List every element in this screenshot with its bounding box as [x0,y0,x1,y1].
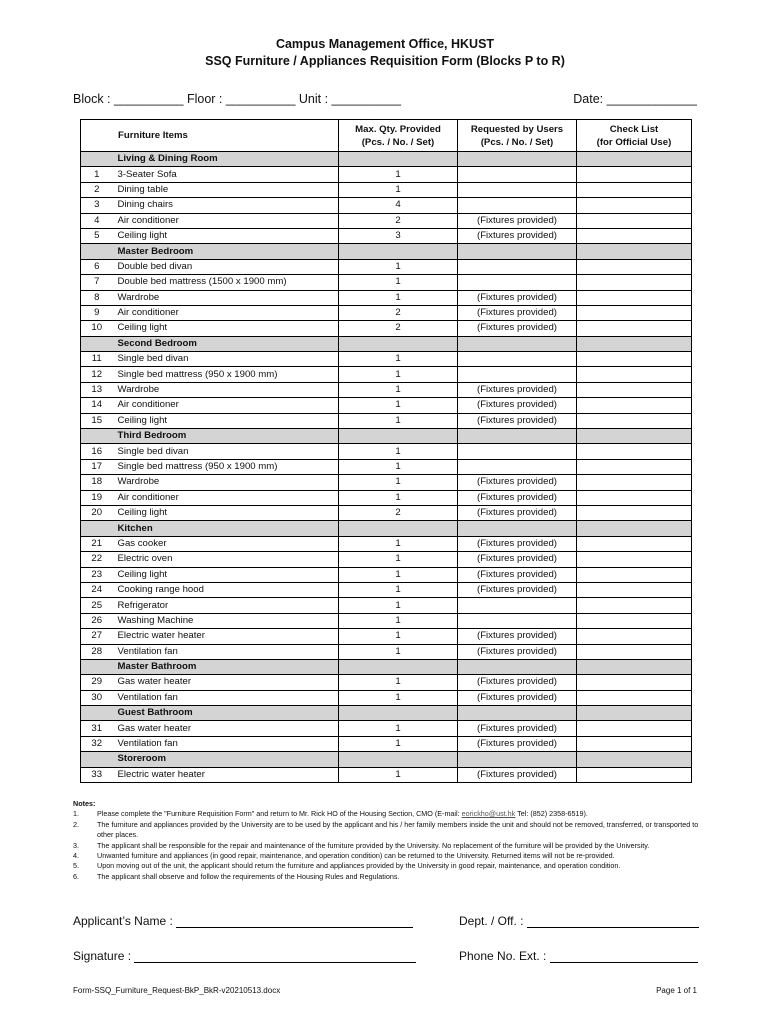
item-number: 4 [81,213,113,228]
section-cell [339,706,458,721]
form-title: SSQ Furniture / Appliances Requisition Form (Blocks P to R) [205,54,565,68]
item-name: Ceiling light [113,321,339,336]
check-list-cell[interactable] [577,505,692,520]
note-item [73,851,701,861]
check-list-cell[interactable] [577,644,692,659]
max-qty-cell: 1 [339,767,458,782]
table-row [81,321,692,336]
check-list-cell[interactable] [577,444,692,459]
table-row [81,352,692,367]
max-qty-cell: 1 [339,536,458,551]
table-row [81,567,692,582]
requested-cell[interactable]: (Fixtures provided) [458,552,577,567]
requested-cell[interactable] [458,198,577,213]
check-list-cell[interactable] [577,567,692,582]
check-list-cell[interactable] [577,352,692,367]
requested-cell[interactable]: (Fixtures provided) [458,228,577,243]
section-row [81,244,692,259]
note-item [73,841,701,851]
max-qty-cell: 2 [339,505,458,520]
item-name: Ceiling light [113,567,339,582]
section-spacer [81,244,113,259]
max-qty-cell: 2 [339,213,458,228]
table-header-row [81,120,692,152]
max-qty-cell: 1 [339,352,458,367]
section-cell [458,336,577,351]
item-number: 32 [81,736,113,751]
max-qty-cell: 1 [339,259,458,274]
item-name: Electric water heater [113,767,339,782]
item-name: Gas water heater [113,675,339,690]
requested-cell[interactable]: (Fixtures provided) [458,675,577,690]
item-name: Gas cooker [113,536,339,551]
note-item [73,861,701,871]
requested-cell[interactable] [458,167,577,182]
item-name: Refrigerator [113,598,339,613]
table-row [81,767,692,782]
applicant-name-field[interactable] [73,914,413,928]
requested-cell[interactable]: (Fixtures provided) [458,644,577,659]
section-spacer [81,429,113,444]
item-name: Double bed mattress (1500 x 1900 mm) [113,275,339,290]
check-list-cell[interactable] [577,167,692,182]
item-name: Dining chairs [113,198,339,213]
item-number: 2 [81,182,113,197]
table-row [81,305,692,320]
max-qty-cell: 1 [339,552,458,567]
check-list-cell[interactable] [577,490,692,505]
requested-cell[interactable]: (Fixtures provided) [458,321,577,336]
section-title: Master Bedroom [113,244,339,259]
section-row [81,336,692,351]
section-row [81,152,692,167]
applicant-name-label: Applicant’s Name : [73,914,173,928]
requested-cell[interactable]: (Fixtures provided) [458,475,577,490]
check-list-cell[interactable] [577,536,692,551]
requested-cell[interactable] [458,459,577,474]
table-row [81,721,692,736]
note-number: 2. [73,819,79,829]
item-name: Wardrobe [113,475,339,490]
block-floor-unit-fields[interactable]: Block : __________ Floor : __________ Unit : __________ [73,92,402,106]
item-name: Single bed mattress (950 x 1900 mm) [113,367,339,382]
note-item [73,872,701,882]
note-number: 5. [73,861,79,871]
max-qty-cell: 1 [339,629,458,644]
requested-cell[interactable]: (Fixtures provided) [458,567,577,582]
requested-cell[interactable] [458,367,577,382]
check-list-cell[interactable] [577,736,692,751]
item-name: Ceiling light [113,413,339,428]
check-list-cell[interactable] [577,552,692,567]
notes [73,799,701,882]
note-text: The applicant shall observe and follow the requirements of the Housing Rules and Regulations. [97,871,400,881]
item-number: 29 [81,675,113,690]
item-name: Wardrobe [113,290,339,305]
item-name: Air conditioner [113,398,339,413]
item-name: Air conditioner [113,305,339,320]
item-name: Dining table [113,182,339,197]
section-row [81,706,692,721]
check-list-cell[interactable] [577,275,692,290]
notes-list [73,820,701,882]
table-row [81,490,692,505]
max-qty-cell: 1 [339,736,458,751]
section-cell [577,521,692,536]
footer-doc-name: Form-SSQ_Furniture_Request-BkP_BkR-v20210513.docx [73,986,281,995]
section-cell [577,336,692,351]
section-title: Master Bathroom [113,659,339,674]
item-name: Single bed divan [113,444,339,459]
requested-cell[interactable]: (Fixtures provided) [458,305,577,320]
item-number: 9 [81,305,113,320]
col-header-items: Furniture Items [81,120,339,152]
requested-cell[interactable]: (Fixtures provided) [458,398,577,413]
item-name: Electric water heater [113,629,339,644]
item-number: 6 [81,259,113,274]
table-row [81,475,692,490]
dept-field[interactable] [459,914,699,928]
item-number: 30 [81,690,113,705]
table-row [81,690,692,705]
table-row [81,613,692,628]
table-row [81,644,692,659]
item-number: 23 [81,567,113,582]
section-cell [458,244,577,259]
item-number: 10 [81,321,113,336]
form-title-office: Campus Management Office, HKUST [275,37,495,51]
note-text: Upon moving out of the unit, the applicant should return the furniture and appliances provided by the University in good repair, maintenance, and operation condition. [97,861,621,871]
table-row [81,228,692,243]
footer-page-number: Page 1 of 1 [656,986,697,995]
check-list-cell[interactable] [577,675,692,690]
item-number: 19 [81,490,113,505]
table-row [81,675,692,690]
requested-cell[interactable] [458,182,577,197]
check-list-cell[interactable] [577,198,692,213]
col-header-requested: Requested by Users (Pcs. / No. / Set) [458,120,577,152]
section-spacer [81,152,113,167]
section-cell [577,659,692,674]
item-name: Double bed divan [113,259,339,274]
table-row [81,382,692,397]
section-cell [458,429,577,444]
max-qty-cell: 1 [339,598,458,613]
dept-label: Dept. / Off. : [459,914,524,928]
requested-cell[interactable]: (Fixtures provided) [458,690,577,705]
section-cell [339,336,458,351]
max-qty-cell: 1 [339,167,458,182]
section-cell [339,244,458,259]
max-qty-cell: 1 [339,613,458,628]
max-qty-cell: 1 [339,367,458,382]
check-list-cell[interactable] [577,598,692,613]
section-row [81,752,692,767]
table-row [81,629,692,644]
check-list-cell[interactable] [577,182,692,197]
section-cell [339,521,458,536]
item-number: 14 [81,398,113,413]
note-number: 1. [73,809,79,819]
requested-cell[interactable]: (Fixtures provided) [458,536,577,551]
section-cell [458,152,577,167]
requested-cell[interactable]: (Fixtures provided) [458,767,577,782]
check-list-cell[interactable] [577,305,692,320]
section-cell [458,659,577,674]
signature-field[interactable] [73,949,416,963]
phone-label: Phone No. Ext. : [459,949,547,963]
requested-cell[interactable]: (Fixtures provided) [458,582,577,597]
max-qty-cell: 1 [339,644,458,659]
section-cell [577,152,692,167]
check-list-cell[interactable] [577,459,692,474]
section-title: Guest Bathroom [113,706,339,721]
item-name: Single bed divan [113,352,339,367]
check-list-cell[interactable] [577,290,692,305]
requested-cell[interactable]: (Fixtures provided) [458,505,577,520]
check-list-cell[interactable] [577,721,692,736]
check-list-cell[interactable] [577,382,692,397]
table-row [81,598,692,613]
max-qty-cell: 1 [339,290,458,305]
section-cell [577,429,692,444]
table-row [81,398,692,413]
phone-field[interactable] [459,949,698,963]
max-qty-cell: 1 [339,690,458,705]
item-name: Gas water heater [113,721,339,736]
note-item [73,809,701,819]
item-number: 5 [81,228,113,243]
section-title: Kitchen [113,521,339,536]
requested-cell[interactable] [458,444,577,459]
item-number: 18 [81,475,113,490]
note-text: The applicant shall be responsible for the repair and maintenance of the furniture provided by the University. No replacement of the furniture will be provided by the University. [97,840,650,850]
requested-cell[interactable] [458,613,577,628]
applicant-name-input[interactable] [176,914,413,928]
max-qty-cell: 1 [339,444,458,459]
max-qty-cell: 1 [339,275,458,290]
section-title: Storeroom [113,752,339,767]
item-number: 33 [81,767,113,782]
item-number: 1 [81,167,113,182]
table-row [81,444,692,459]
check-list-cell[interactable] [577,629,692,644]
max-qty-cell: 1 [339,675,458,690]
max-qty-cell: 1 [339,721,458,736]
note-text: Please complete the "Furniture Requisition Form" and return to Mr. Rick HO of the Housing Section, CMO (E-mail: eorickho@ust.hk Tel: (852) 2358-6519). [97,809,588,819]
section-row [81,521,692,536]
dept-input[interactable] [527,914,699,928]
requested-cell[interactable] [458,275,577,290]
requested-cell[interactable] [458,259,577,274]
max-qty-cell: 4 [339,198,458,213]
note-number: 4. [73,851,79,861]
check-list-cell[interactable] [577,259,692,274]
signature-label: Signature : [73,949,132,963]
section-cell [339,429,458,444]
item-number: 25 [81,598,113,613]
section-title: Living & Dining Room [113,152,339,167]
table-row [81,367,692,382]
table-row [81,182,692,197]
requested-cell[interactable] [458,352,577,367]
section-cell [577,752,692,767]
table-row [81,413,692,428]
section-spacer [81,752,113,767]
signature-input[interactable] [134,949,416,963]
check-list-cell[interactable] [577,213,692,228]
check-list-cell[interactable] [577,321,692,336]
max-qty-cell: 1 [339,582,458,597]
note-item [73,820,701,841]
item-number: 8 [81,290,113,305]
check-list-cell[interactable] [577,228,692,243]
requested-cell[interactable]: (Fixtures provided) [458,382,577,397]
check-list-cell[interactable] [577,582,692,597]
max-qty-cell: 1 [339,182,458,197]
section-spacer [81,336,113,351]
phone-input[interactable] [550,949,698,963]
table-row [81,736,692,751]
check-list-cell[interactable] [577,475,692,490]
section-cell [458,752,577,767]
item-number: 31 [81,721,113,736]
section-title: Third Bedroom [113,429,339,444]
date-field[interactable]: Date: _____________ [573,92,697,106]
table-row [81,505,692,520]
max-qty-cell: 1 [339,490,458,505]
col-header-check-list: Check List (for Official Use) [577,120,692,152]
col-header-max-qty: Max. Qty. Provided (Pcs. / No. / Set) [339,120,458,152]
item-number: 15 [81,413,113,428]
table-row [81,259,692,274]
item-name: Wardrobe [113,382,339,397]
check-list-cell[interactable] [577,613,692,628]
item-number: 7 [81,275,113,290]
max-qty-cell: 1 [339,475,458,490]
section-row [81,429,692,444]
requested-cell[interactable]: (Fixtures provided) [458,413,577,428]
item-name: Cooking range hood [113,582,339,597]
item-number: 3 [81,198,113,213]
check-list-cell[interactable] [577,690,692,705]
item-name: Ventilation fan [113,690,339,705]
section-cell [577,706,692,721]
item-name: Air conditioner [113,490,339,505]
max-qty-cell: 1 [339,382,458,397]
max-qty-cell: 2 [339,305,458,320]
item-name: 3-Seater Sofa [113,167,339,182]
section-cell [339,659,458,674]
item-name: Single bed mattress (950 x 1900 mm) [113,459,339,474]
requested-cell[interactable]: (Fixtures provided) [458,721,577,736]
section-spacer [81,521,113,536]
check-list-cell[interactable] [577,367,692,382]
requested-cell[interactable] [458,598,577,613]
check-list-cell[interactable] [577,398,692,413]
notes-heading: Notes: [73,799,96,808]
note-number: 6. [73,871,79,881]
max-qty-cell: 2 [339,321,458,336]
section-spacer [81,659,113,674]
note-text: Unwanted furniture and appliances (in good repair, maintenance, and operation condition) can be returned to the University. Returned items will not be re-provided. [97,851,615,861]
section-cell [339,752,458,767]
section-cell [458,706,577,721]
item-number: 13 [81,382,113,397]
table-row [81,275,692,290]
furniture-table [80,119,692,783]
requested-cell[interactable]: (Fixtures provided) [458,290,577,305]
table-row [81,198,692,213]
item-number: 26 [81,613,113,628]
item-name: Washing Machine [113,613,339,628]
section-cell [577,244,692,259]
note-number: 3. [73,840,79,850]
item-number: 22 [81,552,113,567]
section-spacer [81,706,113,721]
check-list-cell[interactable] [577,413,692,428]
item-number: 12 [81,367,113,382]
item-name: Ventilation fan [113,736,339,751]
table-row [81,552,692,567]
item-number: 28 [81,644,113,659]
item-name: Ceiling light [113,505,339,520]
max-qty-cell: 1 [339,459,458,474]
table-body [81,152,692,783]
item-name: Ventilation fan [113,644,339,659]
item-name: Air conditioner [113,213,339,228]
check-list-cell[interactable] [577,767,692,782]
item-number: 11 [81,352,113,367]
table-row [81,536,692,551]
table-row [81,459,692,474]
item-name: Electric oven [113,552,339,567]
note-text: The furniture and appliances provided by the University are to be used by the applicant and his / her family members inside the unit and should not be removed, transferred, or transported to other places. [97,819,699,840]
item-number: 21 [81,536,113,551]
section-cell [458,521,577,536]
section-title: Second Bedroom [113,336,339,351]
max-qty-cell: 1 [339,413,458,428]
requested-cell[interactable]: (Fixtures provided) [458,629,577,644]
max-qty-cell: 3 [339,228,458,243]
table-row [81,290,692,305]
section-cell [339,152,458,167]
item-name: Ceiling light [113,228,339,243]
requested-cell[interactable]: (Fixtures provided) [458,736,577,751]
table-row [81,167,692,182]
table-row [81,213,692,228]
item-number: 17 [81,459,113,474]
item-number: 16 [81,444,113,459]
item-number: 24 [81,582,113,597]
item-number: 27 [81,629,113,644]
requested-cell[interactable]: (Fixtures provided) [458,490,577,505]
max-qty-cell: 1 [339,567,458,582]
max-qty-cell: 1 [339,398,458,413]
section-row [81,659,692,674]
table-row [81,582,692,597]
email-link[interactable]: eorickho@ust.hk [461,809,516,819]
item-number: 20 [81,505,113,520]
requested-cell[interactable]: (Fixtures provided) [458,213,577,228]
